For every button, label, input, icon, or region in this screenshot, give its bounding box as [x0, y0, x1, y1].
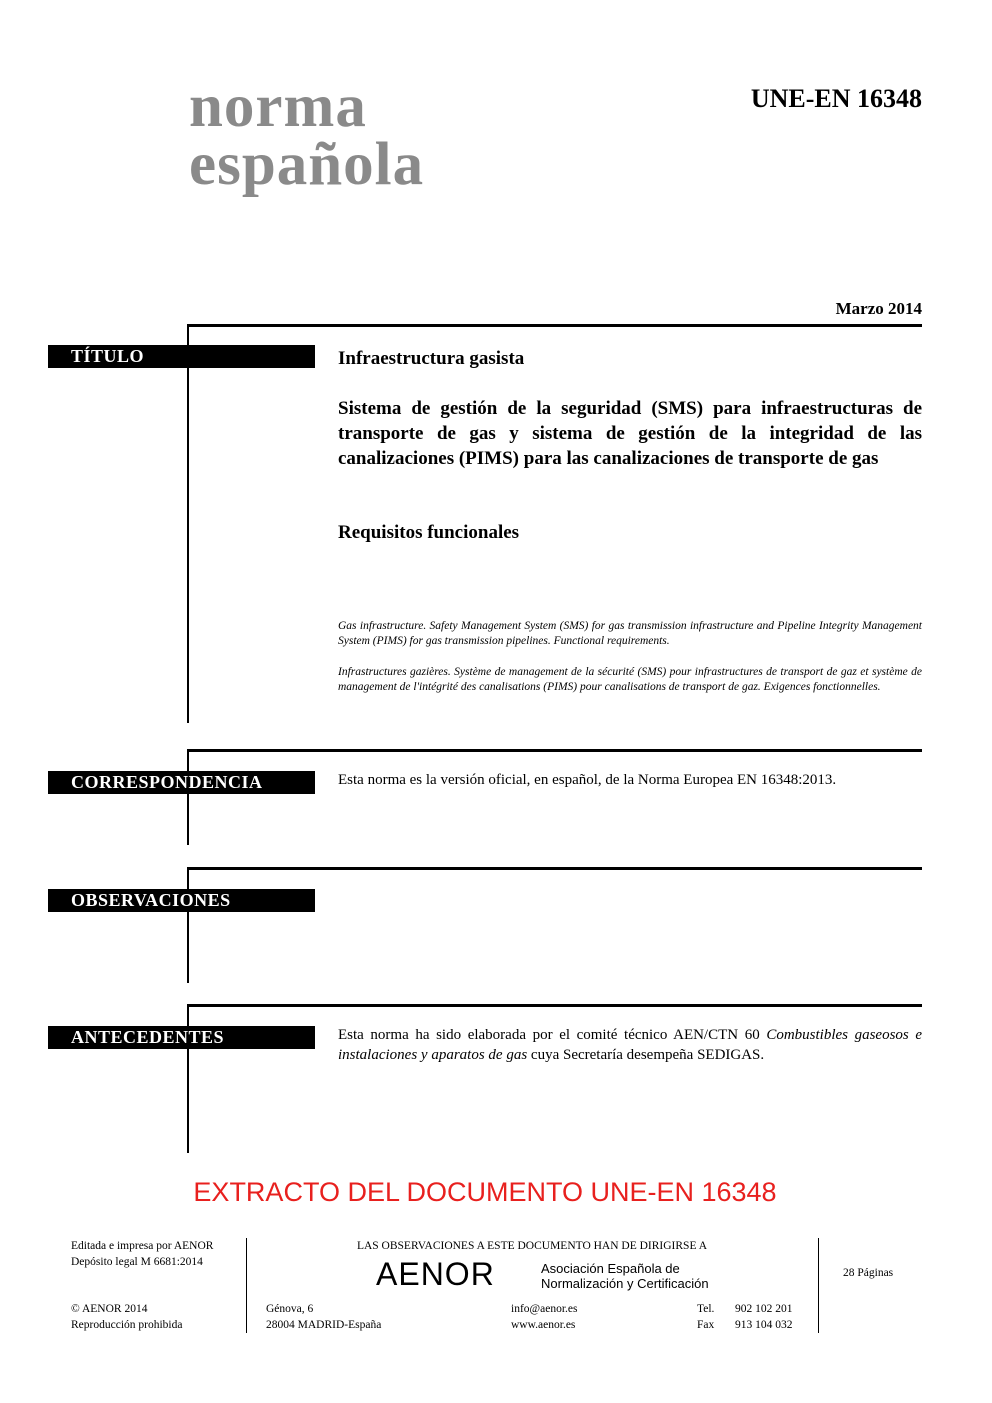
document-number: UNE-EN 16348 [750, 84, 922, 113]
legal-deposit: Depósito legal M 6681:2014 [71, 1256, 203, 1268]
antecedentes-text-part2: cuya Secretaría desempeña SEDIGAS. [527, 1047, 765, 1063]
footer-divider-right [818, 1238, 819, 1333]
section-label-observaciones: OBSERVACIONES [48, 889, 315, 912]
aenor-description [541, 1261, 709, 1291]
page-count: 28 Páginas [843, 1267, 894, 1279]
title-sub: Requisitos funcionales [338, 522, 520, 543]
translation-english: Gas infrastructure. Safety Management System (SMS) for gas transmission infrastructure and Pipeline Integrity Management System (PIMS) for gas transmission pipelines. Functional requirements. [338, 620, 922, 647]
footer-copyright [71, 1301, 182, 1333]
title-main: Infraestructura gasista [338, 348, 525, 369]
committee-name: Combustibles gaseosos e instalaciones y aparatos de gas [338, 1027, 923, 1063]
section-divider [187, 1004, 922, 1007]
brand-line-1: norma [189, 73, 367, 140]
aenor-desc-line-1: Asociación Española de [541, 1261, 680, 1276]
fax-row [697, 1317, 793, 1333]
translation-french: Infrastructures gazières. Système de management de la sécurité (SMS) pour infrastructures de transport de gaz et système de management de l'intégrité des canalisations (PIMS) pour canalisations de transport de gaz. Exigences fonctionnelles. [338, 666, 922, 693]
section-divider [187, 324, 922, 327]
tel-label: Tel. [697, 1303, 715, 1315]
section-divider [187, 867, 922, 870]
extract-notice: EXTRACTO DEL DOCUMENTO UNE-EN 16348 [193, 1177, 777, 1207]
correspondencia-text: Esta norma es la versión oficial, en español, de la Norma Europea EN 16348:2013. [338, 772, 837, 788]
brand-line-2: española [189, 131, 425, 198]
address-line-2: 28004 MADRID-España [266, 1319, 382, 1331]
reproduction-notice: Reproducción prohibida [71, 1319, 183, 1331]
tel-number: 902 102 201 [735, 1303, 793, 1315]
website-link[interactable]: www.aenor.es [511, 1319, 576, 1331]
aenor-logo: AENOR [376, 1256, 495, 1292]
tel-row [697, 1301, 793, 1317]
aenor-address [266, 1301, 381, 1333]
section-divider [187, 749, 922, 752]
antecedentes-text-part1: Esta norma ha sido elaborada por el comité técnico AEN/CTN 60 [338, 1027, 767, 1043]
section-label-correspondencia: CORRESPONDENCIA [48, 771, 315, 794]
footer-publisher [71, 1238, 213, 1270]
aenor-contact-phone [697, 1301, 793, 1333]
section-vertical-rule [187, 324, 189, 723]
fax-number: 913 104 032 [735, 1319, 793, 1331]
section-vertical-rule [187, 867, 189, 983]
aenor-desc-line-2: Normalización y Certificación [541, 1276, 709, 1291]
edited-by: Editada e impresa por AENOR [71, 1240, 214, 1252]
observations-header: LAS OBSERVACIONES A ESTE DOCUMENTO HAN DE DIRIGIRSE A [356, 1240, 708, 1252]
email-link[interactable]: info@aenor.es [511, 1303, 578, 1315]
section-vertical-rule [187, 749, 189, 845]
copyright: © AENOR 2014 [71, 1303, 148, 1315]
section-label-titulo: TÍTULO [48, 345, 315, 368]
brand-title [189, 73, 425, 198]
aenor-contact-online [511, 1301, 577, 1333]
address-line-1: Génova, 6 [266, 1303, 314, 1315]
section-label-antecedentes: ANTECEDENTES [48, 1026, 315, 1049]
antecedentes-text [338, 1025, 922, 1065]
publication-date: Marzo 2014 [835, 299, 922, 318]
fax-label: Fax [697, 1319, 715, 1331]
title-long: Sistema de gestión de la seguridad (SMS) para infraestructuras de transporte de gas y sistema de gestión de la integridad de las canalizaciones (PIMS) para las canalizaciones de transporte de gas [338, 398, 922, 469]
